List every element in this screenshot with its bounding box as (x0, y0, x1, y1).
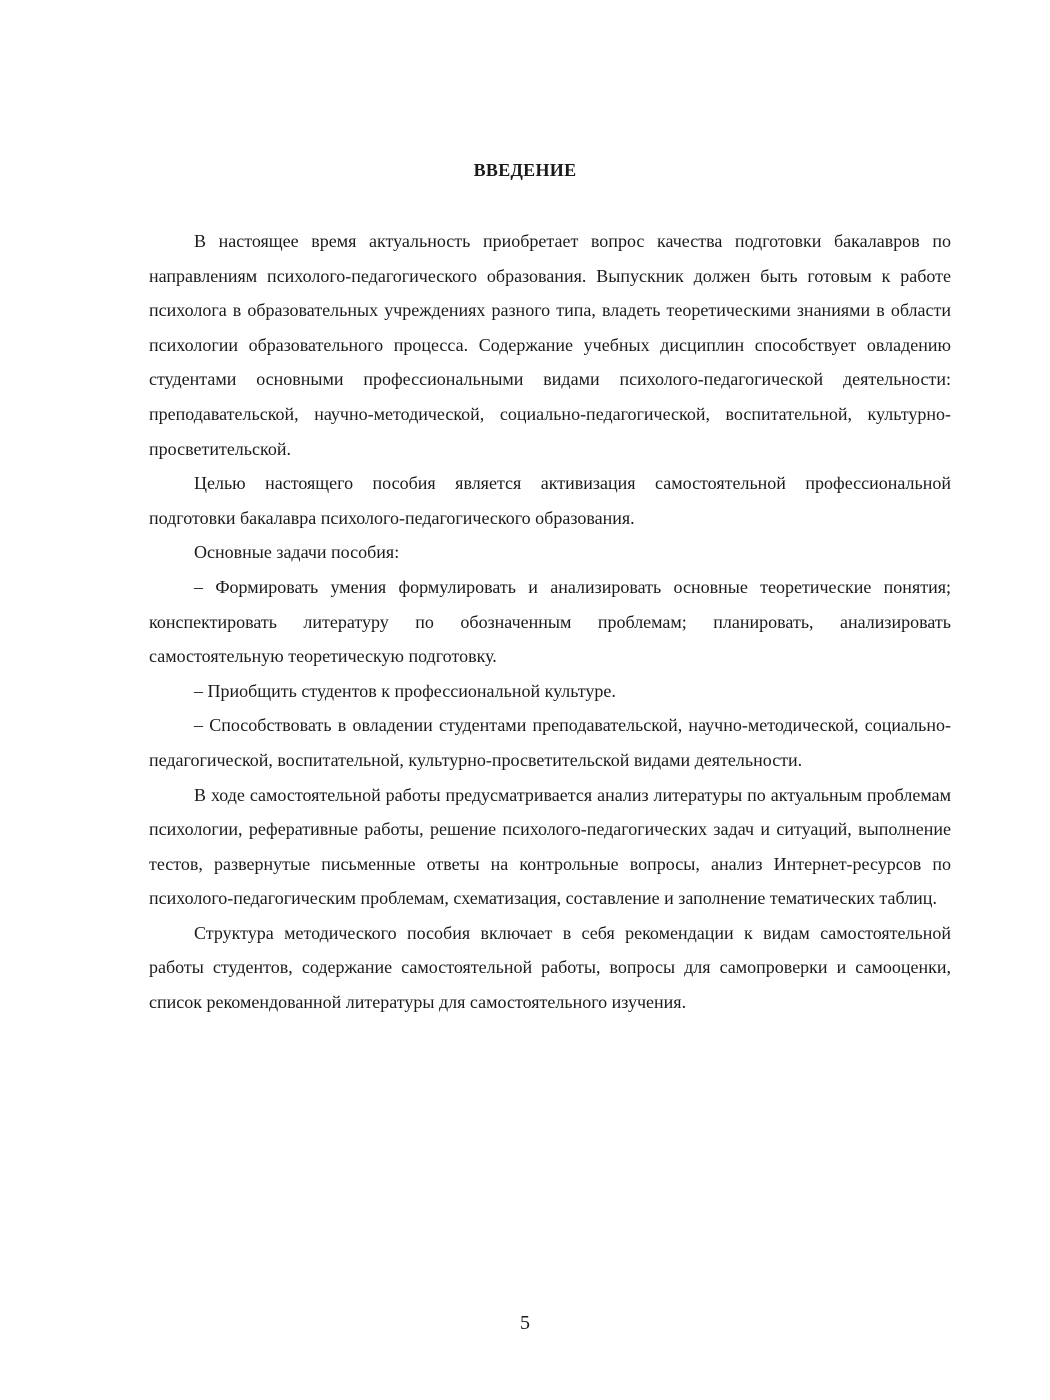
paragraph-work-types: В ходе самостоятельной работы предусматривается анализ литературы по актуальным проблемам психологии, реферативные работы, решение психолого-педагогических задач и ситуаций, выполнение тестов, развернутые письменные ответы на контрольные вопросы, анализ Интернет-ресурсов по психолого-педагогическим проблемам, схематизация, составление и заполнение тематических таблиц. (149, 784, 951, 909)
page-number: 5 (520, 1312, 530, 1334)
paragraph-structure: Структура методического пособия включает в себя рекомендации к видам самостоятельной работы студентов, содержание самостоятельной работы, вопросы для самопроверки и самооценки, список рекомендованной литературы для самостоятельного изучения. (149, 922, 951, 1013)
list-item-task-1: – Формировать умения формулировать и анализировать основные теоретические понятия; конспектировать литературу по обозначенным проблемам; планировать, анализировать самостоятельную теоретическую подготовку. (149, 576, 951, 667)
paragraph-goal: Целью настоящего пособия является активизация самостоятельной профессиональной подготовки бакалавра психолого-педагогического образования. (149, 473, 951, 528)
list-item-task-2: – Приобщить студентов к профессиональной культуре. (194, 680, 616, 701)
paragraph-relevance: В настоящее время актуальность приобретает вопрос качества подготовки бакалавров по направлениям психолого-педагогического образования. Выпускник должен быть готовым к работе психолога в образовательных учреждениях разного типа, владеть теоретическими знаниями в области психологии образовательного процесса. Содержание учебных дисциплин способствует овладению студентами основными профессиональными видами психолого-педагогической деятельности: преподавательской, научно-методической, социально-педагогической, воспитательной, культурно-просветительской. (149, 231, 951, 459)
section-title: ВВЕДЕНИЕ (473, 160, 577, 180)
list-item-task-3: – Способствовать в овладении студентами преподавательской, научно-методической, социально-педагогической, воспитательной, культурно-просветительской видами деятельности. (149, 715, 951, 770)
document-body (149, 224, 951, 1020)
paragraph-tasks-heading: Основные задачи пособия: (194, 542, 400, 563)
